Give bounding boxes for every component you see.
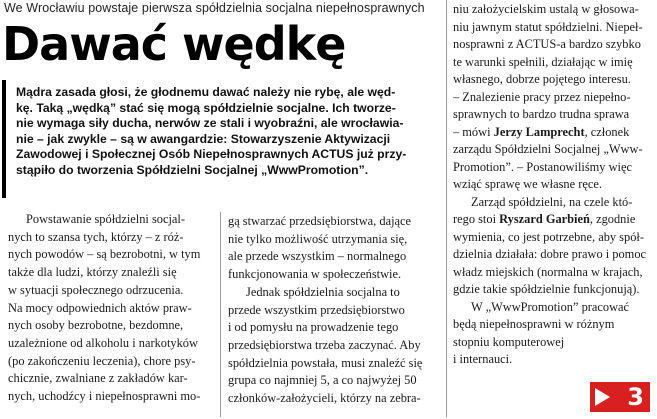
page-number-badge (590, 382, 650, 412)
body-line: wziąć sprawę we własne ręce. (453, 177, 602, 191)
body-line: zarządu Spółdzielni Socjalnej „Www- (453, 142, 643, 156)
body-text: , członek (584, 124, 630, 139)
body-line: i internauci. (453, 352, 513, 366)
body-line: funkcjonowania w społeczeństwie. (228, 267, 402, 282)
body-line: Jednak spółdzielnia socjalna to (246, 284, 400, 299)
body-line: nych to szansa tych, którzy – z róż- (8, 229, 184, 244)
body-line: – Znalezienie pracy przez niepełno- (453, 89, 631, 104)
body-line: te warunki spełnili, działając w imię (453, 54, 633, 69)
body-line: nych powodów – są bezrobotni, w tym (8, 247, 201, 262)
body-line: wymienia, co jest potrzebne, aby spół- (453, 229, 644, 244)
body-line: stopniu komputerowej (453, 334, 565, 349)
lead-line: kę. Taką „wędką” stać się mogą spółdzielnie socjalne. Ich tworze- (16, 100, 396, 115)
body-line: (po zakończeniu leczenia), chore psy- (8, 353, 196, 368)
article-headline: Dawać wędkę (2, 17, 346, 71)
body-line: własnego, dobrze pojętego interesu. (453, 72, 631, 86)
article-lead (2, 80, 442, 198)
body-text: rego stoi (453, 212, 500, 226)
lead-line: Zawodowej i Społecznej Osób Niepełnosprawnych ACTUS już przy- (16, 147, 407, 162)
body-line: Powstawanie spółdzielni socjal- (26, 212, 185, 226)
body-line: nych, uchodźcy i niepełnosprawni mo- (8, 389, 201, 404)
body-line: przedsiębiorstwa trzeba zaczynać. Aby (228, 337, 421, 352)
body-line: nie tylko możliwość utrzymania się, (228, 231, 408, 246)
column-divider (220, 212, 221, 417)
body-line: członków-założycieli, którzy na zebra- (228, 391, 421, 406)
body-line: niu założycielskim ustalą w głosowa- (453, 2, 639, 16)
body-line: W „WwwPromotion” pracować (471, 299, 630, 314)
body-line: niu jawnym statut spółdzielni. Niepeł- (453, 19, 643, 34)
body-line: władz miejskich (normalna w krajach, (453, 264, 643, 279)
body-line: uzależnione od alkoholu i narkotyków (8, 335, 198, 350)
body-line: nosprawni z ACTUS-a bardzo szybko (453, 37, 641, 51)
column-divider (446, 0, 447, 417)
body-line (453, 211, 653, 229)
body-line: ale przede wszystkim – normalnego (228, 249, 407, 264)
article-kicker: We Wrocławiu powstaje pierwsza spółdzielnia socjalna niepełnosprawnych (4, 1, 425, 15)
body-line: Na mocy odpowiednich aktów praw- (8, 300, 192, 315)
body-line: będą niepełnosprawni w różnym (453, 317, 615, 331)
body-text: , zgodnie (589, 212, 636, 226)
page-number: 3 (627, 383, 644, 411)
body-text: – mówi (453, 124, 494, 139)
article-column-2 (228, 213, 440, 408)
body-line: spółdzielnia powstała, musi znaleźć się (228, 355, 423, 370)
body-line: grupa co najmniej 5, a co najwyżej 50 (228, 373, 417, 388)
person-name: Jerzy Lamprecht (493, 124, 585, 139)
body-line: nych osoby bezrobotne, bezdomne, (8, 318, 184, 333)
article-column-3 (453, 1, 653, 369)
body-line: w sytuacji społecznego odrzucenia. (8, 282, 184, 297)
article-column-1 (8, 211, 213, 406)
person-name: Ryszard Garbień (499, 212, 590, 226)
body-line: także dla ludzi, którzy znaleźli się (8, 265, 177, 280)
body-line: gą stwarzać przedsiębiorstwa, dające (228, 214, 412, 228)
body-line: sprawnych to bardzo trudna sprawa (453, 107, 630, 121)
body-line: chicznie, zwalniane z zakładów kar- (8, 371, 188, 386)
body-line: gdzie takie spółdzielnie funkcjonują). (453, 282, 640, 296)
play-arrow-icon (595, 388, 610, 406)
lead-line: stąpiło do tworzenia Spółdzielni Socjalnej „WwwPromotion”. (16, 162, 369, 177)
body-line (453, 124, 653, 142)
lead-line: nie – jak zwykle – są w awangardzie: Stowarzyszenie Aktywizacji (16, 131, 391, 146)
body-line: Promotion”. – Postanowiliśmy więc (453, 159, 632, 174)
lead-line: nie wymaga siły ducha, nerwów ze stali i wyobraźni, ale wrocławia- (16, 116, 404, 131)
body-line: i od pomysłu na prowadzenie tego (228, 320, 399, 335)
body-line: dzielnia działała: dobre prawo i pomoc (453, 247, 647, 261)
lead-line: Mądra zasada głosi, że głodnemu dawać należy nie rybę, ale węd- (16, 85, 396, 99)
body-line: przede wszystkim przedsiębiorstwo (228, 302, 405, 317)
body-line: Zarząd spółdzielni, na czele któ- (471, 194, 633, 209)
